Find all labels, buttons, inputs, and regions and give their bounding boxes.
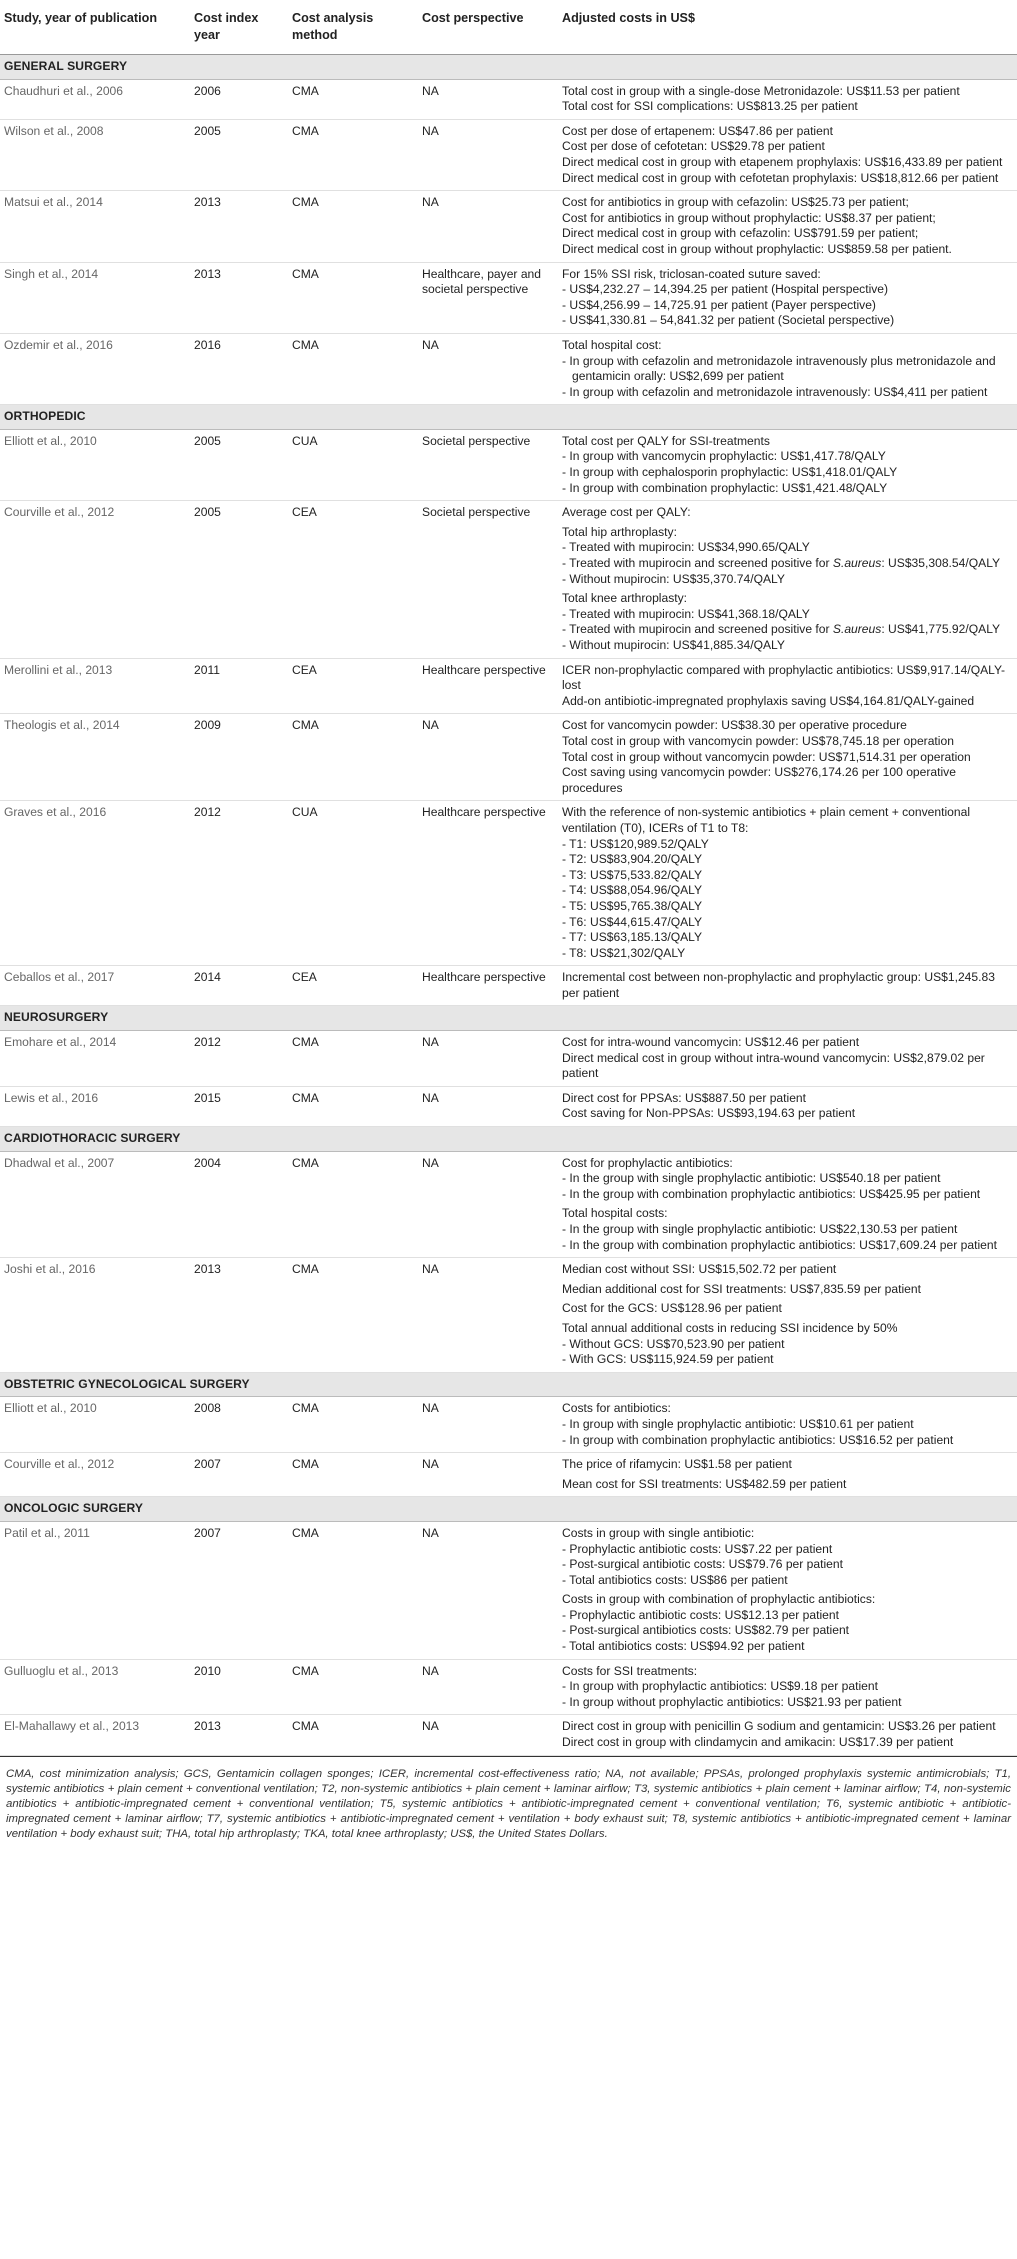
study-cell: Matsui et al., 2014 [0,191,190,262]
study-cell: Singh et al., 2014 [0,262,190,333]
cost-bullet: - Total antibiotics costs: US$86 per patient [562,1572,788,1587]
cost-line: Direct medical cost in group with cefazolin: US$791.59 per patient; [562,226,919,241]
cost-index-year-cell: 2013 [190,1715,288,1755]
cost-analysis-method-cell: CMA [288,1715,418,1755]
cost-paragraph [562,1401,1013,1448]
cost-perspective-cell: Healthcare, payer and societal perspective [418,262,558,333]
study-cell: Wilson et al., 2008 [0,119,190,190]
study-cell: Chaudhuri et al., 2006 [0,79,190,119]
table-footnote: CMA, cost minimization analysis; GCS, Gentamicin collagen sponges; ICER, incremental cost-effectiveness ratio; NA, not available; PPSAs, prolonged prophylaxis systemic antimicrobials; T1, systemic antibiotics + plain cement + conventional ventilation; T2, non-systemic antibiotics + plain cement + laminar airflow; T3, systemic antibiotics + plain cement + laminar airflow; T4, non-systemic antibiotics + antibiotic-impregnated cement + conventional ventilation; T5, systemic antibiotics + antibiotic-impregnated cement + conventional ventilation; T6, systemic antibiotic + antibiotic-impregnated cement + laminar airflow; T7, systemic antibiotics + antibiotic-impregnated cement + ventilation + body exhaust suit; T8, systemic antibiotics + antibiotic-impregnated cement + laminar ventilation + body exhaust suit; THA, total hip arthroplasty; TKA, total knee arthroplasty; US$, the United States Dollars. [0,1756,1017,1843]
cost-bullet: - In the group with combination prophylactic antibiotics: US$17,609.24 per patient [562,1237,997,1252]
cost-perspective-cell: Societal perspective [418,429,558,500]
cost-line: Add-on antibiotic-impregnated prophylaxis saving US$4,164.81/QALY-gained [562,693,975,708]
cost-bullet: - T7: US$63,185.13/QALY [562,930,703,945]
cost-paragraph [562,124,1013,186]
header-cost-analysis-method: Cost analysis method [292,11,374,42]
cost-line: Direct cost in group with penicillin G sodium and gentamicin: US$3.26 per patient [562,1719,996,1734]
table-row [0,1086,1017,1126]
cost-paragraph [562,195,1013,257]
cost-perspective-cell: NA [418,119,558,190]
adjusted-costs-cell [558,1521,1017,1659]
cost-bullet: - In the group with single prophylactic antibiotic: US$540.18 per patient [562,1171,941,1186]
table-row [0,1715,1017,1755]
cost-index-year-cell: 2013 [190,191,288,262]
study-cell: Ozdemir et al., 2016 [0,333,190,404]
section-title: ONCOLOGIC SURGERY [0,1497,1017,1522]
cost-bullet: - Total antibiotics costs: US$94.92 per patient [562,1639,805,1654]
cost-paragraph [562,718,1013,796]
cost-bullet: - T8: US$21,302/QALY [562,945,686,960]
cost-line: Cost saving using vancomycin powder: US$276,174.26 per 100 operative procedures [562,765,956,795]
cost-line: Costs in group with combination of prophylactic antibiotics: [562,1592,876,1607]
cost-index-year-cell: 2012 [190,1031,288,1087]
cost-perspective-cell: NA [418,714,558,801]
section-header [0,1497,1017,1522]
cost-bullet: - Treated with mupirocin: US$41,368.18/QALY [562,606,810,621]
cost-bullet: - In group with combination prophylactic: US$1,421.48/QALY [562,480,888,495]
cost-line: Total knee arthroplasty: [562,591,688,606]
section-title: CARDIOTHORACIC SURGERY [0,1127,1017,1152]
adjusted-costs-cell [558,801,1017,966]
cost-line: Direct medical cost in group with cefotetan prophylaxis: US$18,812.66 per patient [562,170,999,185]
cost-analysis-method-cell: CMA [288,1453,418,1497]
adjusted-costs-cell [558,501,1017,658]
adjusted-costs-cell [558,658,1017,714]
cost-paragraph [562,1592,1013,1654]
cost-line: For 15% SSI risk, triclosan-coated suture saved: [562,266,821,281]
cost-line: Cost per dose of ertapenem: US$47.86 per patient [562,123,833,138]
cost-paragraph [562,591,1013,653]
cost-line: Cost for the GCS: US$128.96 per patient [562,1301,782,1316]
cost-index-year-cell: 2004 [190,1151,288,1258]
cost-perspective-cell: NA [418,333,558,404]
cost-bullet: - Without mupirocin: US$35,370.74/QALY [562,571,785,586]
table-row [0,1151,1017,1258]
cost-index-year-cell: 2015 [190,1086,288,1126]
adjusted-costs-cell [558,1397,1017,1453]
cost-line: Average cost per QALY: [562,505,691,520]
cost-analysis-method-cell: CEA [288,658,418,714]
cost-paragraph [562,970,1013,1001]
cost-index-year-cell: 2009 [190,714,288,801]
adjusted-costs-cell [558,262,1017,333]
cost-bullet: - T2: US$83,904.20/QALY [562,852,703,867]
cost-bullet: - In group with cefazolin and metronidazole intravenously: US$4,411 per patient [562,384,988,399]
cost-perspective-cell: NA [418,1151,558,1258]
adjusted-costs-cell [558,714,1017,801]
table-row [0,1659,1017,1715]
cost-line: The price of rifamycin: US$1.58 per patient [562,1457,792,1472]
cost-bullet: - T1: US$120,989.52/QALY [562,836,709,851]
study-cell: Patil et al., 2011 [0,1521,190,1659]
cost-line: Incremental cost between non-prophylactic and prophylactic group: US$1,245.83 per patient [562,970,995,1000]
cost-perspective-cell: NA [418,1659,558,1715]
cost-line: Total hospital costs: [562,1206,668,1221]
cost-perspective-cell: Healthcare perspective [418,658,558,714]
table-row [0,1031,1017,1087]
cost-paragraph [562,1282,1013,1298]
cost-line: Total cost per QALY for SSI-treatments [562,433,770,448]
cost-analysis-method-cell: CMA [288,191,418,262]
cost-line: Costs in group with single antibiotic: [562,1525,755,1540]
cost-line: Direct cost in group with clindamycin and amikacin: US$17.39 per patient [562,1735,954,1750]
cost-analysis-method-cell: CMA [288,1397,418,1453]
cost-bullet: - Treated with mupirocin and screened positive for S.aureus: US$41,775.92/QALY [562,622,1001,637]
adjusted-costs-cell [558,1151,1017,1258]
cost-analysis-method-cell: CMA [288,79,418,119]
study-cell: Courville et al., 2012 [0,1453,190,1497]
cost-bullet: - Without GCS: US$70,523.90 per patient [562,1336,785,1351]
cost-paragraph [562,1156,1013,1203]
cost-paragraph [562,1664,1013,1711]
header-cost-perspective: Cost perspective [422,11,524,25]
cost-perspective-cell: NA [418,1258,558,1373]
cost-bullet: - Post-surgical antibiotic costs: US$79.76 per patient [562,1557,843,1572]
cost-index-year-cell: 2012 [190,801,288,966]
cost-line: Total cost in group without vancomycin powder: US$71,514.31 per operation [562,749,971,764]
adjusted-costs-cell [558,429,1017,500]
cost-analysis-method-cell: CMA [288,333,418,404]
cost-index-year-cell: 2014 [190,966,288,1006]
adjusted-costs-cell [558,191,1017,262]
section-title: GENERAL SURGERY [0,55,1017,80]
table-row [0,262,1017,333]
cost-line: Direct medical cost in group without prophylactic: US$859.58 per patient. [562,241,952,256]
cost-paragraph [562,267,1013,329]
cost-paragraph [562,663,1013,710]
adjusted-costs-cell [558,333,1017,404]
header-cost-index-year: Cost index year [194,11,259,42]
cost-paragraph [562,1321,1013,1368]
cost-analysis-method-cell: CMA [288,1086,418,1126]
cost-line: Direct cost for PPSAs: US$887.50 per patient [562,1090,807,1105]
cost-paragraph [562,1206,1013,1253]
section-header [0,1127,1017,1152]
study-cell: Elliott et al., 2010 [0,429,190,500]
cost-paragraph [562,84,1013,115]
adjusted-costs-cell [558,1453,1017,1497]
cost-bullet: - T6: US$44,615.47/QALY [562,914,703,929]
table-header [0,0,1017,55]
section-header [0,1372,1017,1397]
adjusted-costs-cell [558,1659,1017,1715]
study-cell: Joshi et al., 2016 [0,1258,190,1373]
cost-bullet: - Without mupirocin: US$41,885.34/QALY [562,638,785,652]
adjusted-costs-cell [558,119,1017,190]
cost-index-year-cell: 2005 [190,501,288,658]
cost-perspective-cell: Healthcare perspective [418,966,558,1006]
cost-line: Costs for antibiotics: [562,1401,671,1416]
adjusted-costs-cell [558,966,1017,1006]
cost-index-year-cell: 2010 [190,1659,288,1715]
cost-line: Costs for SSI treatments: [562,1663,698,1678]
cost-line: Mean cost for SSI treatments: US$482.59 per patient [562,1476,847,1491]
table-row [0,714,1017,801]
cost-line: Cost for antibiotics in group without prophylactic: US$8.37 per patient; [562,210,936,225]
cost-analysis-method-cell: CEA [288,501,418,658]
cost-bullet: - In group with cephalosporin prophylactic: US$1,418.01/QALY [562,465,898,480]
table-row [0,333,1017,404]
cost-line: Total cost in group with a single-dose Metronidazole: US$11.53 per patient [562,83,960,98]
cost-line: ICER non-prophylactic compared with prophylactic antibiotics: US$9,917.14/QALY-lost [562,662,1005,693]
study-cell: Emohare et al., 2014 [0,1031,190,1087]
cost-paragraph [562,1477,1013,1493]
study-cell: Gulluoglu et al., 2013 [0,1659,190,1715]
study-cell: El-Mahallawy et al., 2013 [0,1715,190,1755]
table-row [0,1453,1017,1497]
cost-analysis-method-cell: CMA [288,1031,418,1087]
cost-analysis-method-cell: CUA [288,801,418,966]
study-cell: Ceballos et al., 2017 [0,966,190,1006]
cost-line: Total hospital cost: [562,337,662,352]
cost-perspective-cell: Healthcare perspective [418,801,558,966]
study-cell: Elliott et al., 2010 [0,1397,190,1453]
cost-paragraph [562,1719,1013,1750]
section-header [0,405,1017,430]
cost-paragraph [562,434,1013,496]
table-row [0,429,1017,500]
cost-analysis-method-cell: CMA [288,714,418,801]
cost-perspective-cell: NA [418,1453,558,1497]
table-row [0,966,1017,1006]
cost-bullet: - In group without prophylactic antibiotics: US$21.93 per patient [562,1694,902,1709]
study-cell: Graves et al., 2016 [0,801,190,966]
study-cell: Merollini et al., 2013 [0,658,190,714]
table-row [0,1521,1017,1659]
cost-paragraph [562,1091,1013,1122]
cost-line: With the reference of non-systemic antibiotics + plain cement + conventional ventilation (T0), ICERs of T1 to T8: [562,805,971,835]
cost-paragraph [562,1262,1013,1278]
table-row [0,1258,1017,1373]
adjusted-costs-cell [558,1715,1017,1755]
header-study: Study, year of publication [4,11,158,25]
table-row [0,191,1017,262]
cost-bullet: - US$4,232.27 – 14,394.25 per patient (Hospital perspective) [562,282,889,297]
cost-bullet: - In group with cefazolin and metronidazole intravenously plus metronidazole and gentamicin orally: US$2,699 per patient [562,353,996,384]
cost-bullet: - In the group with combination prophylactic antibiotics: US$425.95 per patient [562,1186,981,1201]
cost-bullet: - Prophylactic antibiotic costs: US$7.22 per patient [562,1541,833,1556]
cost-bullet: - US$41,330.81 – 54,841.32 per patient (Societal perspective) [562,313,895,328]
cost-perspective-cell: Societal perspective [418,501,558,658]
cost-paragraph [562,805,1013,961]
cost-line: Cost for antibiotics in group with cefazolin: US$25.73 per patient; [562,195,909,210]
study-cell: Courville et al., 2012 [0,501,190,658]
study-cell: Theologis et al., 2014 [0,714,190,801]
cost-paragraph [562,525,1013,587]
cost-line: Median additional cost for SSI treatments: US$7,835.59 per patient [562,1281,921,1296]
cost-perspective-cell: NA [418,1715,558,1755]
cost-bullet: - T5: US$95,765.38/QALY [562,898,703,913]
cost-paragraph [562,1526,1013,1588]
cost-paragraph [562,505,1013,521]
cost-bullet: - US$4,256.99 – 14,725.91 per patient (Payer perspective) [562,297,876,312]
table-row [0,1397,1017,1453]
cost-perspective-cell: NA [418,79,558,119]
cost-bullet: - T4: US$88,054.96/QALY [562,883,703,898]
cost-paragraph [562,338,1013,400]
adjusted-costs-cell [558,1086,1017,1126]
cost-perspective-cell: NA [418,1397,558,1453]
cost-line: Total cost in group with vancomycin powder: US$78,745.18 per operation [562,733,954,748]
table-row [0,119,1017,190]
cost-bullet: - Post-surgical antibiotics costs: US$82.79 per patient [562,1623,850,1638]
cost-line: Direct medical cost in group with etapenem prophylaxis: US$16,433.89 per patient [562,154,1003,169]
cost-line: Total cost for SSI complications: US$813.25 per patient [562,99,858,114]
cost-paragraph [562,1035,1013,1082]
table-row [0,801,1017,966]
table-body [0,55,1017,1756]
cost-paragraph [562,1457,1013,1473]
cost-index-year-cell: 2016 [190,333,288,404]
cost-analysis-method-cell: CMA [288,1659,418,1715]
header-adjusted-costs: Adjusted costs in US$ [562,11,695,25]
cost-bullet: - With GCS: US$115,924.59 per patient [562,1352,774,1367]
study-cell: Dhadwal et al., 2007 [0,1151,190,1258]
cost-index-year-cell: 2013 [190,262,288,333]
cost-index-year-cell: 2011 [190,658,288,714]
cost-line: Median cost without SSI: US$15,502.72 per patient [562,1262,837,1277]
table-row [0,79,1017,119]
section-header [0,1006,1017,1031]
cost-index-year-cell: 2006 [190,79,288,119]
cost-line: Cost per dose of cefotetan: US$29.78 per patient [562,139,825,154]
cost-analysis-method-cell: CUA [288,429,418,500]
cost-index-year-cell: 2005 [190,119,288,190]
adjusted-costs-cell [558,1258,1017,1373]
cost-line: Cost for vancomycin powder: US$38.30 per operative procedure [562,718,907,733]
cost-bullet: - In group with prophylactic antibiotics: US$9.18 per patient [562,1679,878,1694]
cost-line: Direct medical cost in group without intra-wound vancomycin: US$2,879.02 per patient [562,1050,985,1081]
cost-bullet: - T3: US$75,533.82/QALY [562,867,703,882]
cost-line: Total hip arthroplasty: [562,524,677,539]
cost-bullet: - In the group with single prophylactic antibiotic: US$22,130.53 per patient [562,1222,958,1236]
section-header [0,55,1017,80]
cost-index-year-cell: 2007 [190,1453,288,1497]
cost-bullet: - In group with single prophylactic antibiotic: US$10.61 per patient [562,1416,914,1431]
cost-index-year-cell: 2013 [190,1258,288,1373]
cost-bullet: - Treated with mupirocin: US$34,990.65/QALY [562,540,810,555]
cost-analysis-method-cell: CMA [288,1521,418,1659]
adjusted-costs-cell [558,1031,1017,1087]
cost-bullet: - Treated with mupirocin and screened positive for S.aureus: US$35,308.54/QALY [562,556,1001,571]
cost-line: Cost saving for Non-PPSAs: US$93,194.63 per patient [562,1106,856,1121]
cost-line: Cost for prophylactic antibiotics: [562,1155,733,1170]
adjusted-costs-cell [558,79,1017,119]
cost-bullet: - In group with vancomycin prophylactic: US$1,417.78/QALY [562,449,886,464]
cost-line: Cost for intra-wound vancomycin: US$12.46 per patient [562,1035,860,1050]
cost-perspective-cell: NA [418,191,558,262]
cost-analysis-method-cell: CMA [288,262,418,333]
cost-bullet: - Prophylactic antibiotic costs: US$12.13 per patient [562,1607,839,1622]
cost-index-year-cell: 2008 [190,1397,288,1453]
cost-analysis-method-cell: CMA [288,1151,418,1258]
cost-analysis-method-cell: CEA [288,966,418,1006]
section-title: ORTHOPEDIC [0,405,1017,430]
table-row [0,658,1017,714]
cost-paragraph [562,1301,1013,1317]
cost-perspective-cell: NA [418,1031,558,1087]
cost-perspective-cell: NA [418,1086,558,1126]
section-title: OBSTETRIC GYNECOLOGICAL SURGERY [0,1372,1017,1397]
study-cell: Lewis et al., 2016 [0,1086,190,1126]
section-title: NEUROSURGERY [0,1006,1017,1031]
cost-index-year-cell: 2007 [190,1521,288,1659]
cost-perspective-cell: NA [418,1521,558,1659]
cost-index-year-cell: 2005 [190,429,288,500]
cost-line: Total annual additional costs in reducing SSI incidence by 50% [562,1320,898,1335]
cost-analysis-method-cell: CMA [288,119,418,190]
cost-analysis-method-cell: CMA [288,1258,418,1373]
cost-bullet: - In group with combination prophylactic antibiotics: US$16.52 per patient [562,1432,954,1447]
table-row [0,501,1017,658]
